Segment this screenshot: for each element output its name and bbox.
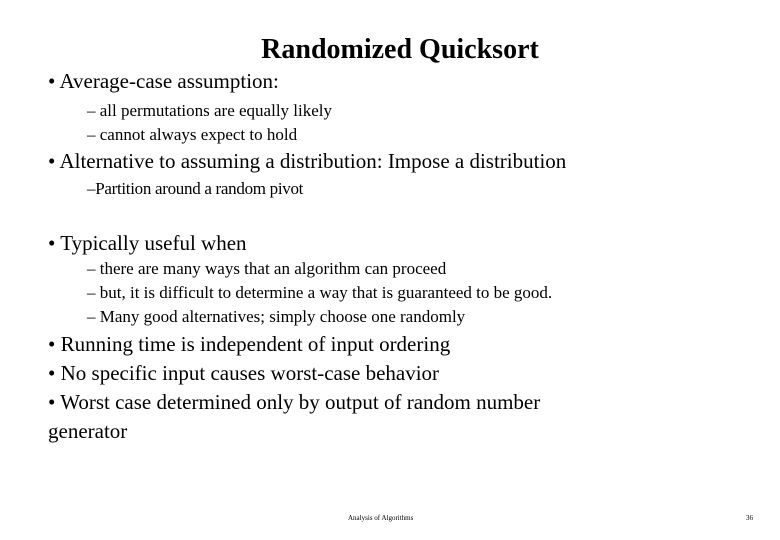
sub-bullet-permutations: – all permutations are equally likely xyxy=(87,101,333,120)
footer-course: Analysis of Algorithms xyxy=(348,514,414,522)
bullet-no-specific-input: • No specific input causes worst-case behavior xyxy=(48,361,440,385)
sub-bullet-cannot-expect: – cannot always expect to hold xyxy=(87,125,298,144)
bullet-running-time: • Running time is independent of input ordering xyxy=(48,332,451,356)
sub-bullet-random-pivot: –Partition around a random pivot xyxy=(87,179,304,198)
slide-title: Randomized Quicksort xyxy=(261,34,539,65)
bullet-worst-case: • Worst case determined only by output of random number xyxy=(48,390,541,414)
bullet-average-case: • Average-case assumption: xyxy=(48,69,279,93)
bullet-worst-case-continued: generator xyxy=(48,419,128,443)
sub-bullet-difficult: – but, it is difficult to determine a way that is guaranteed to be good. xyxy=(87,283,553,302)
sub-bullet-good-alternatives: – Many good alternatives; simply choose one randomly xyxy=(87,307,466,326)
bullet-typically-useful: • Typically useful when xyxy=(48,231,247,255)
footer-page-number: 36 xyxy=(746,514,753,522)
bullet-alternative: • Alternative to assuming a distribution: Impose a distribution xyxy=(48,149,567,173)
sub-bullet-many-ways: – there are many ways that an algorithm can proceed xyxy=(87,259,447,278)
